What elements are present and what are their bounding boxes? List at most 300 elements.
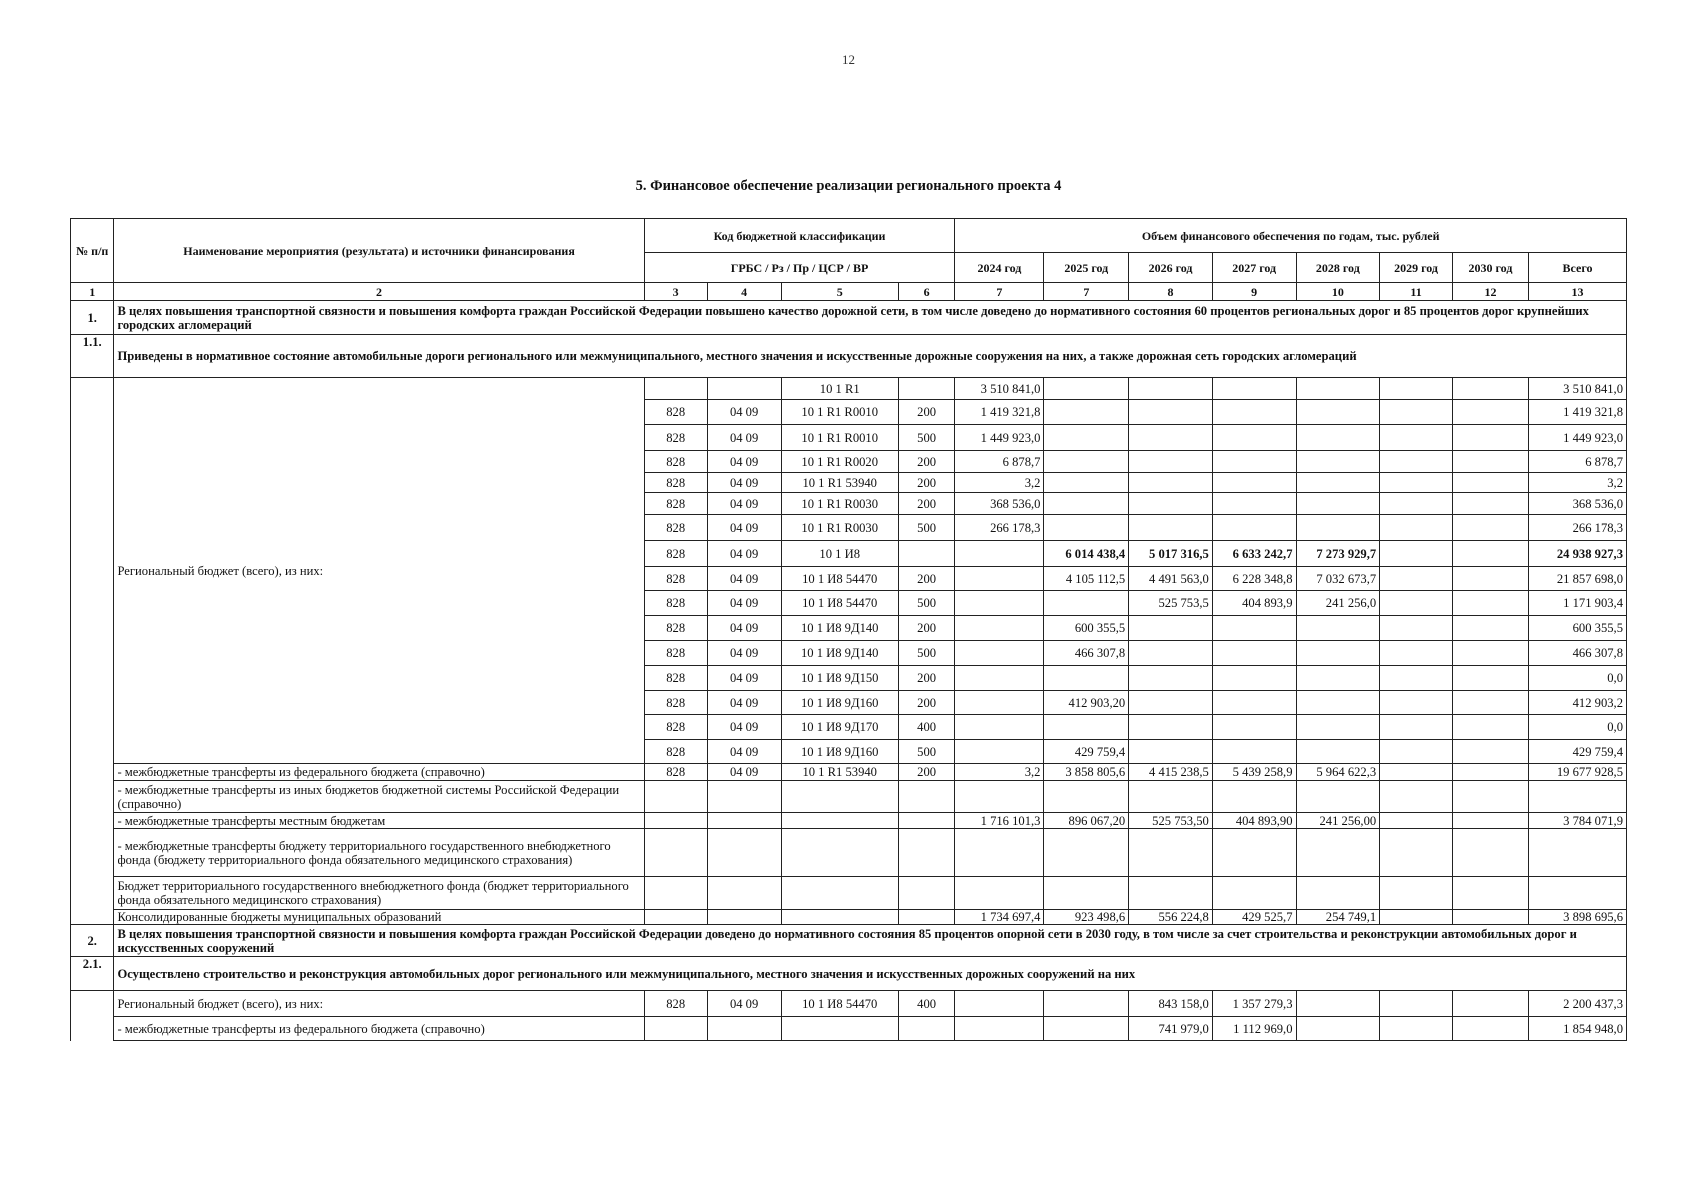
year-header: 2027 год (1212, 253, 1296, 283)
vr-cell: 200 (898, 691, 955, 715)
grbs-cell: 828 (644, 691, 707, 715)
rzpr-cell: 04 09 (707, 541, 781, 567)
total-cell: 1 419 321,8 (1528, 400, 1626, 425)
y2027-cell (1212, 425, 1296, 451)
total-cell: 266 178,3 (1528, 515, 1626, 541)
total-cell: 6 878,7 (1528, 451, 1626, 473)
y2026-cell (1129, 666, 1213, 691)
index-cell: 10 (1296, 283, 1380, 301)
y2027-cell (1212, 691, 1296, 715)
y2024-cell (955, 991, 1044, 1017)
grbs-cell (644, 781, 707, 813)
y2030-cell (1452, 764, 1528, 781)
y2030-cell (1452, 473, 1528, 493)
index-cell: 13 (1528, 283, 1626, 301)
index-cell: 3 (644, 283, 707, 301)
table-row (71, 378, 1627, 400)
section-result: Осуществлено строительство и реконструкция автомобильных дорог регионального или межмуниципального, местного значения и искусственных дорожных сооружений на них (114, 957, 1627, 991)
y2024-cell (955, 1017, 1044, 1041)
section-goal: В целях повышения транспортной связности и повышения комфорта граждан Российской Федерации повышено качество дорожной сети, в том числе доведено до нормативного состояния 60 процентов региональных дорог и 85 процентов дорог крупнейших городских агломераций (114, 301, 1627, 335)
year-header: 2024 год (955, 253, 1044, 283)
rzpr-cell: 04 09 (707, 425, 781, 451)
y2024-cell: 1 419 321,8 (955, 400, 1044, 425)
y2025-cell: 412 903,20 (1044, 691, 1129, 715)
y2029-cell (1380, 813, 1453, 829)
csr-cell: 10 1 R1 R0030 (781, 515, 898, 541)
y2028-cell (1296, 641, 1380, 666)
page-title: 5. Финансовое обеспечение реализации регионального проекта 4 (635, 178, 1062, 194)
rzpr-cell: 04 09 (707, 616, 781, 641)
csr-cell: 10 1 R1 R0010 (781, 425, 898, 451)
vr-cell (898, 1017, 955, 1041)
grbs-cell (644, 1017, 707, 1041)
y2026-cell (1129, 616, 1213, 641)
grbs-cell: 828 (644, 616, 707, 641)
y2027-cell (1212, 740, 1296, 764)
y2029-cell (1380, 877, 1453, 910)
grbs-cell: 828 (644, 451, 707, 473)
grbs-cell: 828 (644, 541, 707, 567)
csr-cell: 10 1 R1 53940 (781, 473, 898, 493)
vr-cell (898, 877, 955, 910)
csr-cell: 10 1 И8 9Д140 (781, 641, 898, 666)
y2025-cell: 466 307,8 (1044, 641, 1129, 666)
y2027-cell (1212, 515, 1296, 541)
y2026-cell (1129, 781, 1213, 813)
y2029-cell (1380, 378, 1453, 400)
total-cell (1528, 829, 1626, 877)
y2029-cell (1380, 400, 1453, 425)
y2025-cell (1044, 400, 1129, 425)
y2025-cell (1044, 715, 1129, 740)
csr-cell (781, 1017, 898, 1041)
y2024-cell (955, 591, 1044, 616)
y2026-cell (1129, 877, 1213, 910)
total-cell: 429 759,4 (1528, 740, 1626, 764)
csr-cell: 10 1 И8 9Д160 (781, 691, 898, 715)
csr-cell: 10 1 И8 54470 (781, 591, 898, 616)
funding-source-label: - межбюджетные трансферты бюджету территориального государственного внебюджетного фонда (бюджету территориального фонда обязательного медицинского страхования) (114, 829, 644, 877)
y2026-cell (1129, 829, 1213, 877)
rzpr-cell: 04 09 (707, 691, 781, 715)
funding-source-label: - межбюджетные трансферты из иных бюджетов бюджетной системы Российской Федерации (справочно) (114, 781, 644, 813)
financing-table (70, 218, 1627, 1041)
y2027-cell (1212, 451, 1296, 473)
table-row (71, 781, 1627, 813)
y2024-cell (955, 829, 1044, 877)
csr-cell (781, 829, 898, 877)
rzpr-cell (707, 877, 781, 910)
rzpr-cell (707, 1017, 781, 1041)
vr-cell (898, 541, 955, 567)
table-row (71, 991, 1627, 1017)
col-code-sub-header: ГРБС / Рз / Пр / ЦСР / ВР (644, 253, 955, 283)
y2024-cell (955, 666, 1044, 691)
y2025-cell (1044, 515, 1129, 541)
total-cell: 0,0 (1528, 715, 1626, 740)
y2030-cell (1452, 781, 1528, 813)
csr-cell (781, 781, 898, 813)
y2029-cell (1380, 425, 1453, 451)
funding-source-label: Консолидированные бюджеты муниципальных образований (114, 910, 644, 925)
total-cell (1528, 877, 1626, 910)
rzpr-cell (707, 910, 781, 925)
y2024-cell (955, 641, 1044, 666)
y2026-cell (1129, 473, 1213, 493)
y2025-cell: 429 759,4 (1044, 740, 1129, 764)
index-cell: 7 (1044, 283, 1129, 301)
blank-cell (71, 378, 114, 925)
y2028-cell (1296, 451, 1380, 473)
grbs-cell: 828 (644, 764, 707, 781)
total-cell (1528, 781, 1626, 813)
y2029-cell (1380, 1017, 1453, 1041)
y2026-cell (1129, 400, 1213, 425)
y2026-cell (1129, 515, 1213, 541)
table-row (71, 813, 1627, 829)
grbs-cell: 828 (644, 715, 707, 740)
total-cell: 19 677 928,5 (1528, 764, 1626, 781)
regional-budget-label: Региональный бюджет (всего), из них: (114, 378, 644, 764)
rzpr-cell (707, 781, 781, 813)
total-cell: 2 200 437,3 (1528, 991, 1626, 1017)
index-cell: 2 (114, 283, 644, 301)
vr-cell: 200 (898, 764, 955, 781)
y2028-cell: 7 273 929,7 (1296, 541, 1380, 567)
index-cell: 9 (1212, 283, 1296, 301)
csr-cell: 10 1 И8 9Д170 (781, 715, 898, 740)
y2028-cell (1296, 493, 1380, 515)
grbs-cell: 828 (644, 425, 707, 451)
y2030-cell (1452, 691, 1528, 715)
total-cell: 368 536,0 (1528, 493, 1626, 515)
y2024-cell (955, 740, 1044, 764)
y2028-cell: 254 749,1 (1296, 910, 1380, 925)
vr-cell: 500 (898, 641, 955, 666)
vr-cell: 500 (898, 515, 955, 541)
y2028-cell: 241 256,0 (1296, 591, 1380, 616)
y2026-cell (1129, 493, 1213, 515)
year-header: 2025 год (1044, 253, 1129, 283)
total-cell: 412 903,2 (1528, 691, 1626, 715)
funding-source-label: - межбюджетные трансферты из федерального бюджета (справочно) (114, 1017, 644, 1041)
index-cell: 4 (707, 283, 781, 301)
grbs-cell: 828 (644, 400, 707, 425)
y2024-cell: 1 716 101,3 (955, 813, 1044, 829)
y2026-cell (1129, 740, 1213, 764)
section-number: 2.1. (71, 957, 114, 991)
index-cell: 8 (1129, 283, 1213, 301)
y2027-cell (1212, 829, 1296, 877)
rzpr-cell: 04 09 (707, 400, 781, 425)
y2028-cell (1296, 877, 1380, 910)
y2024-cell: 3 510 841,0 (955, 378, 1044, 400)
grbs-cell (644, 910, 707, 925)
rzpr-cell: 04 09 (707, 764, 781, 781)
rzpr-cell (707, 813, 781, 829)
y2028-cell (1296, 666, 1380, 691)
y2024-cell: 6 878,7 (955, 451, 1044, 473)
page-number: 12 (842, 52, 855, 67)
y2029-cell (1380, 473, 1453, 493)
y2030-cell (1452, 877, 1528, 910)
section-row-1-1 (71, 335, 1627, 378)
y2026-cell: 556 224,8 (1129, 910, 1213, 925)
y2030-cell (1452, 666, 1528, 691)
y2027-cell (1212, 877, 1296, 910)
y2030-cell (1452, 493, 1528, 515)
y2027-cell (1212, 378, 1296, 400)
y2029-cell (1380, 691, 1453, 715)
rzpr-cell: 04 09 (707, 991, 781, 1017)
y2024-cell (955, 877, 1044, 910)
y2029-cell (1380, 910, 1453, 925)
y2025-cell: 6 014 438,4 (1044, 541, 1129, 567)
y2029-cell (1380, 740, 1453, 764)
y2030-cell (1452, 813, 1528, 829)
y2027-cell: 404 893,90 (1212, 813, 1296, 829)
rzpr-cell: 04 09 (707, 515, 781, 541)
rzpr-cell (707, 378, 781, 400)
section-goal: В целях повышения транспортной связности и повышения комфорта граждан Российской Федерации доведено до нормативного состояния 85 процентов опорной сети в 2030 году, в том числе за счет строительства и реконструкции автомобильных дорог и искусственных сооружений (114, 925, 1627, 957)
csr-cell: 10 1 R1 R0010 (781, 400, 898, 425)
blank-cell (71, 991, 114, 1041)
y2027-cell: 6 228 348,8 (1212, 567, 1296, 591)
total-cell: 3 510 841,0 (1528, 378, 1626, 400)
y2028-cell (1296, 616, 1380, 641)
csr-cell: 10 1 И8 54470 (781, 567, 898, 591)
y2029-cell (1380, 641, 1453, 666)
y2026-cell: 525 753,50 (1129, 813, 1213, 829)
vr-cell: 200 (898, 666, 955, 691)
vr-cell: 500 (898, 425, 955, 451)
total-cell: 3,2 (1528, 473, 1626, 493)
y2024-cell (955, 781, 1044, 813)
section-result: Приведены в нормативное состояние автомобильные дороги регионального или межмуниципального, местного значения и искусственные дорожные сооружения на них, а также дорожная сеть городских агломераций (114, 335, 1627, 378)
y2027-cell: 1 357 279,3 (1212, 991, 1296, 1017)
total-cell: 1 171 903,4 (1528, 591, 1626, 616)
table-row (71, 877, 1627, 910)
rzpr-cell (707, 829, 781, 877)
y2030-cell (1452, 740, 1528, 764)
index-cell: 12 (1452, 283, 1528, 301)
funding-source-label: - межбюджетные трансферты местным бюджетам (114, 813, 644, 829)
y2024-cell: 1 449 923,0 (955, 425, 1044, 451)
csr-cell: 10 1 И8 9Д150 (781, 666, 898, 691)
total-cell: 1 854 948,0 (1528, 1017, 1626, 1041)
y2030-cell (1452, 567, 1528, 591)
y2026-cell (1129, 641, 1213, 666)
grbs-cell: 828 (644, 473, 707, 493)
rzpr-cell: 04 09 (707, 493, 781, 515)
y2028-cell (1296, 740, 1380, 764)
y2025-cell (1044, 1017, 1129, 1041)
index-cell: 1 (71, 283, 114, 301)
grbs-cell: 828 (644, 567, 707, 591)
y2027-cell (1212, 473, 1296, 493)
y2026-cell (1129, 691, 1213, 715)
grbs-cell: 828 (644, 666, 707, 691)
y2026-cell: 4 415 238,5 (1129, 764, 1213, 781)
y2025-cell: 923 498,6 (1044, 910, 1129, 925)
y2030-cell (1452, 991, 1528, 1017)
y2028-cell (1296, 715, 1380, 740)
y2025-cell (1044, 666, 1129, 691)
vr-cell (898, 813, 955, 829)
csr-cell: 10 1 И8 9Д160 (781, 740, 898, 764)
rzpr-cell: 04 09 (707, 715, 781, 740)
y2029-cell (1380, 764, 1453, 781)
y2029-cell (1380, 616, 1453, 641)
y2027-cell (1212, 666, 1296, 691)
y2024-cell (955, 616, 1044, 641)
grbs-cell: 828 (644, 493, 707, 515)
grbs-cell (644, 877, 707, 910)
y2026-cell (1129, 451, 1213, 473)
col-num-header: № п/п (71, 219, 114, 283)
section-number: 1.1. (71, 335, 114, 378)
y2024-cell (955, 541, 1044, 567)
rzpr-cell: 04 09 (707, 591, 781, 616)
vr-cell (898, 910, 955, 925)
y2026-cell: 843 158,0 (1129, 991, 1213, 1017)
vr-cell: 500 (898, 740, 955, 764)
y2027-cell: 404 893,9 (1212, 591, 1296, 616)
y2030-cell (1452, 616, 1528, 641)
y2029-cell (1380, 829, 1453, 877)
y2028-cell: 5 964 622,3 (1296, 764, 1380, 781)
y2029-cell (1380, 567, 1453, 591)
year-header: 2028 год (1296, 253, 1380, 283)
y2025-cell: 600 355,5 (1044, 616, 1129, 641)
rzpr-cell: 04 09 (707, 740, 781, 764)
y2024-cell (955, 691, 1044, 715)
index-row (71, 283, 1627, 301)
table-row (71, 910, 1627, 925)
y2028-cell: 241 256,00 (1296, 813, 1380, 829)
index-cell: 6 (898, 283, 955, 301)
y2030-cell (1452, 515, 1528, 541)
y2030-cell (1452, 451, 1528, 473)
y2030-cell (1452, 910, 1528, 925)
y2029-cell (1380, 541, 1453, 567)
grbs-cell (644, 829, 707, 877)
y2029-cell (1380, 591, 1453, 616)
grbs-cell (644, 378, 707, 400)
vr-cell: 200 (898, 400, 955, 425)
csr-cell: 10 1 И8 (781, 541, 898, 567)
y2024-cell (955, 567, 1044, 591)
csr-cell: 10 1 И8 54470 (781, 991, 898, 1017)
y2025-cell (1044, 493, 1129, 515)
col-code-group-header: Код бюджетной классификации (644, 219, 955, 253)
vr-cell: 200 (898, 451, 955, 473)
funding-source-label: Бюджет территориального государственного внебюджетного фонда (бюджет территориального фонда обязательного медицинского страхования) (114, 877, 644, 910)
section-row-2-1 (71, 957, 1627, 991)
grbs-cell: 828 (644, 591, 707, 616)
y2024-cell: 3,2 (955, 473, 1044, 493)
y2030-cell (1452, 829, 1528, 877)
csr-cell: 10 1 R1 53940 (781, 764, 898, 781)
csr-cell (781, 910, 898, 925)
vr-cell (898, 378, 955, 400)
y2028-cell (1296, 425, 1380, 451)
rzpr-cell: 04 09 (707, 451, 781, 473)
y2030-cell (1452, 715, 1528, 740)
grbs-cell: 828 (644, 740, 707, 764)
rzpr-cell: 04 09 (707, 666, 781, 691)
grbs-cell: 828 (644, 641, 707, 666)
vr-cell: 200 (898, 473, 955, 493)
y2028-cell (1296, 473, 1380, 493)
y2027-cell (1212, 715, 1296, 740)
funding-source-label: - межбюджетные трансферты из федерального бюджета (справочно) (114, 764, 644, 781)
y2028-cell (1296, 691, 1380, 715)
csr-cell (781, 877, 898, 910)
y2024-cell (955, 715, 1044, 740)
y2030-cell (1452, 541, 1528, 567)
table-row (71, 1017, 1627, 1041)
y2026-cell: 5 017 316,5 (1129, 541, 1213, 567)
y2030-cell (1452, 1017, 1528, 1041)
total-cell: 600 355,5 (1528, 616, 1626, 641)
y2029-cell (1380, 715, 1453, 740)
year-header: 2030 год (1452, 253, 1528, 283)
y2030-cell (1452, 378, 1528, 400)
y2024-cell: 3,2 (955, 764, 1044, 781)
section-row-1 (71, 301, 1627, 335)
vr-cell: 400 (898, 991, 955, 1017)
y2025-cell (1044, 425, 1129, 451)
section-number: 1. (71, 301, 114, 335)
vr-cell: 200 (898, 616, 955, 641)
y2030-cell (1452, 425, 1528, 451)
y2028-cell (1296, 1017, 1380, 1041)
y2026-cell (1129, 425, 1213, 451)
total-cell: 21 857 698,0 (1528, 567, 1626, 591)
total-cell: 3 784 071,9 (1528, 813, 1626, 829)
y2029-cell (1380, 515, 1453, 541)
col-name-header: Наименование мероприятия (результата) и источники финансирования (114, 219, 644, 283)
year-header: 2029 год (1380, 253, 1453, 283)
y2026-cell (1129, 378, 1213, 400)
col-amount-group-header: Объем финансового обеспечения по годам, тыс. рублей (955, 219, 1627, 253)
y2030-cell (1452, 641, 1528, 666)
y2029-cell (1380, 451, 1453, 473)
y2026-cell: 525 753,5 (1129, 591, 1213, 616)
y2025-cell (1044, 473, 1129, 493)
y2026-cell: 741 979,0 (1129, 1017, 1213, 1041)
table-row (71, 829, 1627, 877)
index-cell: 7 (955, 283, 1044, 301)
csr-cell: 10 1 R1 R0030 (781, 493, 898, 515)
y2028-cell (1296, 991, 1380, 1017)
y2028-cell (1296, 781, 1380, 813)
y2025-cell: 4 105 112,5 (1044, 567, 1129, 591)
vr-cell: 500 (898, 591, 955, 616)
y2028-cell (1296, 400, 1380, 425)
funding-source-label: Региональный бюджет (всего), из них: (114, 991, 644, 1017)
total-cell: 24 938 927,3 (1528, 541, 1626, 567)
y2025-cell (1044, 781, 1129, 813)
grbs-cell (644, 813, 707, 829)
y2028-cell: 7 032 673,7 (1296, 567, 1380, 591)
vr-cell (898, 781, 955, 813)
y2028-cell (1296, 829, 1380, 877)
y2025-cell: 3 858 805,6 (1044, 764, 1129, 781)
total-cell: 1 449 923,0 (1528, 425, 1626, 451)
y2029-cell (1380, 991, 1453, 1017)
